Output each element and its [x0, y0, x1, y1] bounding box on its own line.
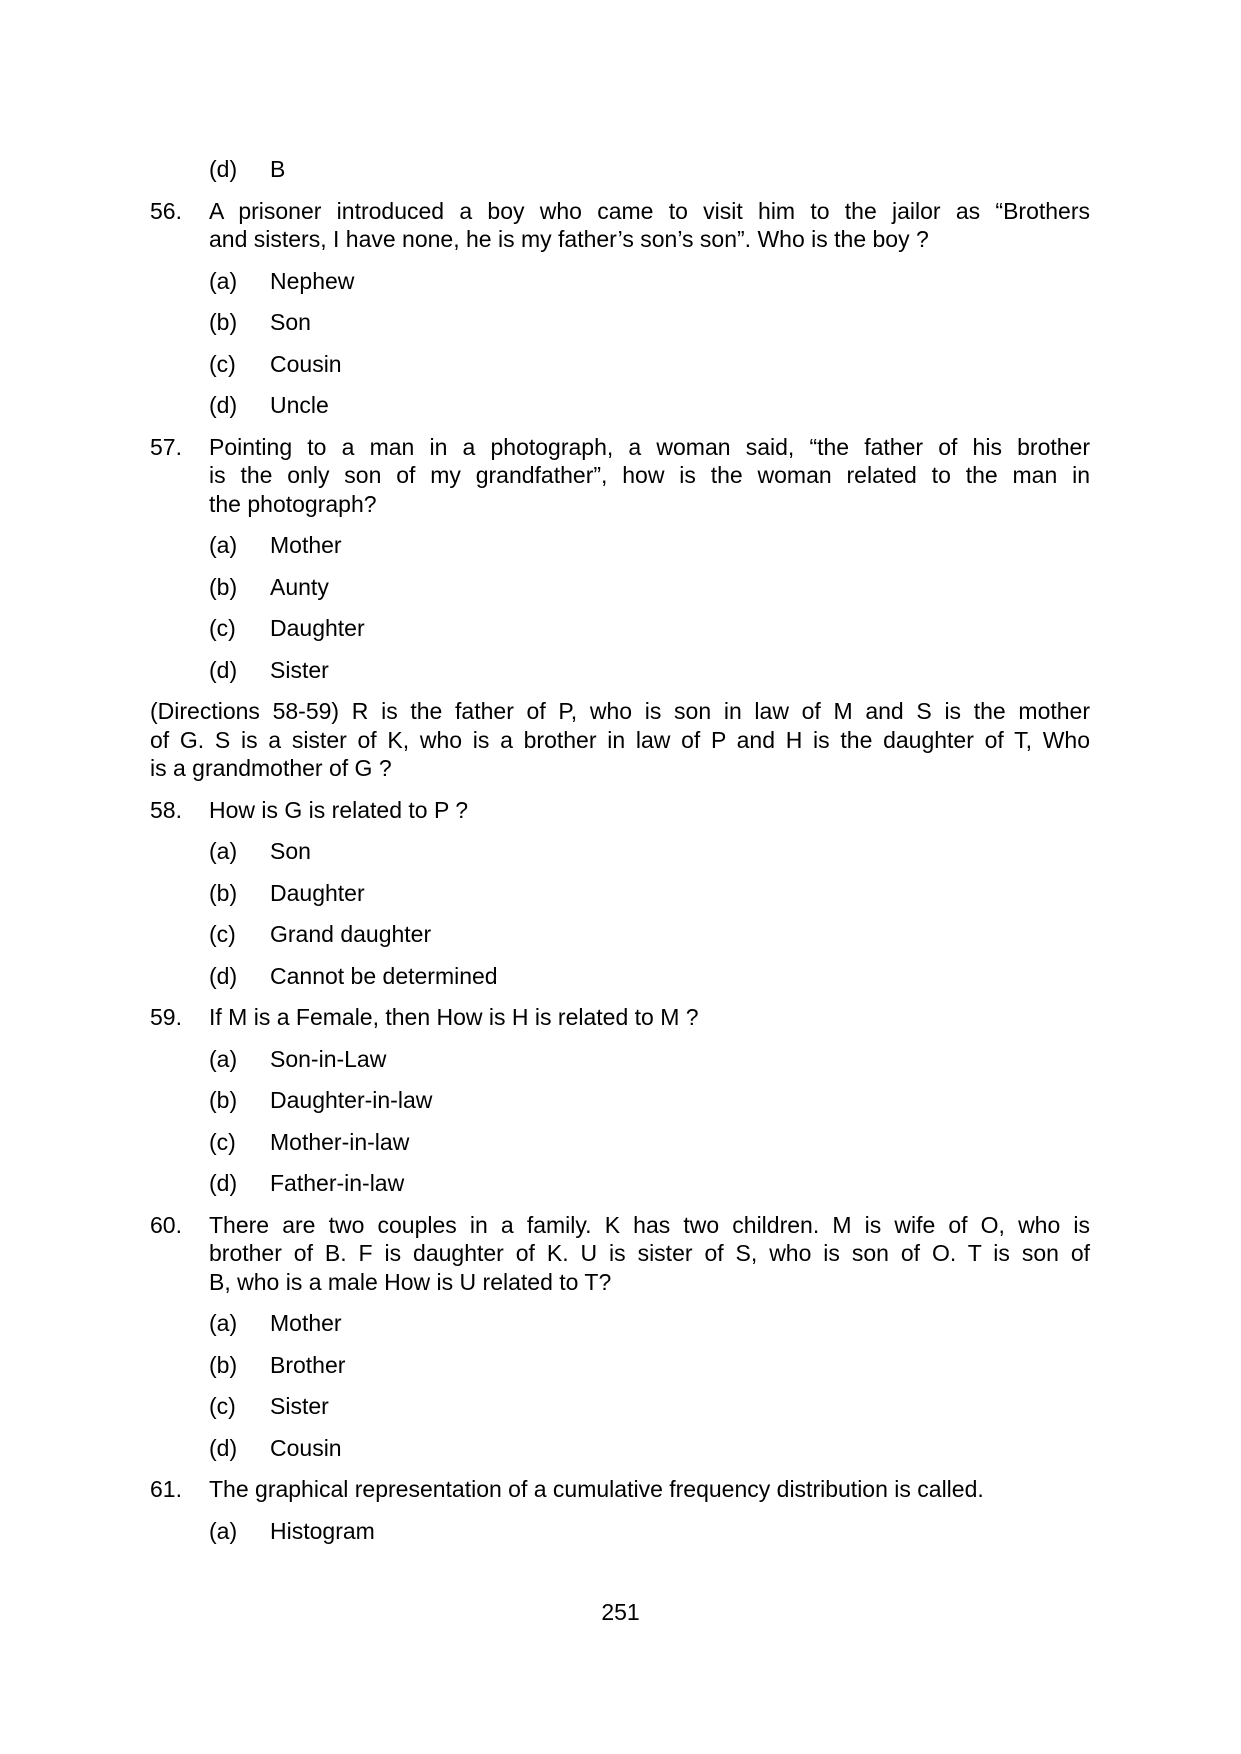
option-row: [209, 920, 1090, 949]
option-marker: (d): [209, 392, 238, 418]
option-marker: (b): [209, 309, 238, 335]
option-label: Brother: [270, 1351, 346, 1378]
option-marker: (d): [209, 1434, 238, 1461]
option-label: Cousin: [270, 350, 342, 377]
option-row: [209, 531, 1090, 560]
option-row: [209, 391, 1090, 420]
option-marker: (c): [209, 1128, 236, 1155]
option-marker: (b): [209, 1351, 238, 1378]
question-number: 61.: [150, 1476, 182, 1502]
question-line: is the only son of my grandfather”, how is the woman related to the man in: [209, 462, 1090, 488]
directions-line: (Directions 58-59) R is the father of P, who is son in law of M and S is the mother: [150, 698, 1090, 724]
option-label: Histogram: [270, 1517, 375, 1544]
option-marker: (d): [209, 656, 238, 683]
question-line: There are two couples in a family. K has two children. M is wife of O, who is: [209, 1211, 1090, 1238]
option-marker: (d): [209, 156, 238, 182]
question-text: [209, 197, 1090, 254]
option-label: Aunty: [270, 573, 329, 600]
option-marker: (b): [209, 879, 238, 906]
question-text: [209, 433, 1090, 519]
option-marker: (c): [209, 615, 236, 641]
question-line: and sisters, I have none, he is my father’s son’s son”. Who is the boy ?: [209, 226, 929, 252]
question-60: [150, 1211, 1090, 1297]
question-number: 59.: [150, 1004, 182, 1030]
option-row: [209, 962, 1090, 991]
option-marker: (c): [209, 1393, 236, 1419]
option-row: [209, 656, 1090, 685]
option-marker: (a): [209, 532, 238, 558]
option-row: [209, 1392, 1090, 1421]
option-marker: (a): [209, 838, 238, 864]
option-marker: (a): [209, 1045, 238, 1072]
question-line: How is G is related to P ?: [209, 796, 469, 823]
option-marker: (a): [209, 1517, 238, 1544]
option-marker: (d): [209, 1170, 238, 1196]
option-marker: (a): [209, 1310, 238, 1336]
option-label: Cannot be determined: [270, 962, 498, 989]
question-58: [150, 796, 1090, 825]
option-row: [209, 1086, 1090, 1115]
option-row: [209, 837, 1090, 866]
option-marker: (b): [209, 573, 238, 600]
question-number: 60.: [150, 1211, 182, 1238]
option-marker: (a): [209, 267, 238, 294]
option-row: [209, 350, 1090, 379]
option-marker: (c): [209, 921, 236, 947]
option-row: [209, 573, 1090, 602]
page-number: 251: [601, 1599, 640, 1625]
question-text: [209, 1475, 1090, 1504]
directions-line: is a grandmother of G ?: [150, 755, 392, 781]
option-row: [209, 1517, 1090, 1546]
option-marker: (b): [209, 1087, 238, 1113]
question-line: Pointing to a man in a photograph, a woman said, “the father of his brother: [209, 433, 1090, 460]
question-56: [150, 197, 1090, 254]
directions-paragraph: [150, 697, 1090, 783]
question-text: [209, 1211, 1090, 1297]
option-label: Grand daughter: [270, 921, 432, 947]
page-content: [150, 155, 1090, 1545]
option-row: [209, 1434, 1090, 1463]
option-label: Sister: [270, 656, 329, 683]
question-number: 57.: [150, 433, 182, 460]
question-text: [209, 796, 1090, 825]
option-label: Mother: [270, 1310, 342, 1336]
option-label: Nephew: [270, 267, 355, 294]
question-line: the photograph?: [209, 490, 377, 517]
option-label: Son: [270, 309, 311, 335]
option-row: [209, 1309, 1090, 1338]
question-line: A prisoner introduced a boy who came to visit him to the jailor as “Brothers: [209, 197, 1090, 224]
option-label: B: [270, 156, 286, 182]
question-line: The graphical representation of a cumulative frequency distribution is called.: [209, 1476, 984, 1502]
option-label: Daughter: [270, 879, 365, 906]
option-label: Son-in-Law: [270, 1045, 387, 1072]
question-text: [209, 1003, 1090, 1032]
option-label: Father-in-law: [270, 1170, 405, 1196]
question-line: brother of B. F is daughter of K. U is sister of S, who is son of O. T is son of: [209, 1240, 1090, 1266]
directions-line: of G. S is a sister of K, who is a brother in law of P and H is the daughter of T, Who: [150, 726, 1090, 753]
question-61: [150, 1475, 1090, 1504]
option-label: Daughter: [270, 615, 365, 641]
question-57: [150, 433, 1090, 519]
option-row: [209, 1045, 1090, 1074]
option-label: Daughter-in-law: [270, 1087, 433, 1113]
question-number: 58.: [150, 796, 182, 823]
option-row: [209, 1351, 1090, 1380]
option-row: [209, 614, 1090, 643]
option-label: Cousin: [270, 1434, 342, 1461]
option-marker: (c): [209, 350, 236, 377]
option-row: [209, 155, 1090, 184]
question-number: 56.: [150, 197, 182, 224]
option-row: [209, 1169, 1090, 1198]
option-row: [209, 267, 1090, 296]
option-label: Mother: [270, 532, 342, 558]
option-marker: (d): [209, 962, 238, 989]
option-label: Mother-in-law: [270, 1128, 410, 1155]
option-label: Son: [270, 838, 311, 864]
option-row: [209, 1128, 1090, 1157]
option-label: Uncle: [270, 392, 329, 418]
question-line: B, who is a male How is U related to T?: [209, 1268, 612, 1295]
option-row: [209, 879, 1090, 908]
question-line: If M is a Female, then How is H is related to M ?: [209, 1004, 699, 1030]
question-59: [150, 1003, 1090, 1032]
option-row: [209, 308, 1090, 337]
option-label: Sister: [270, 1393, 329, 1419]
